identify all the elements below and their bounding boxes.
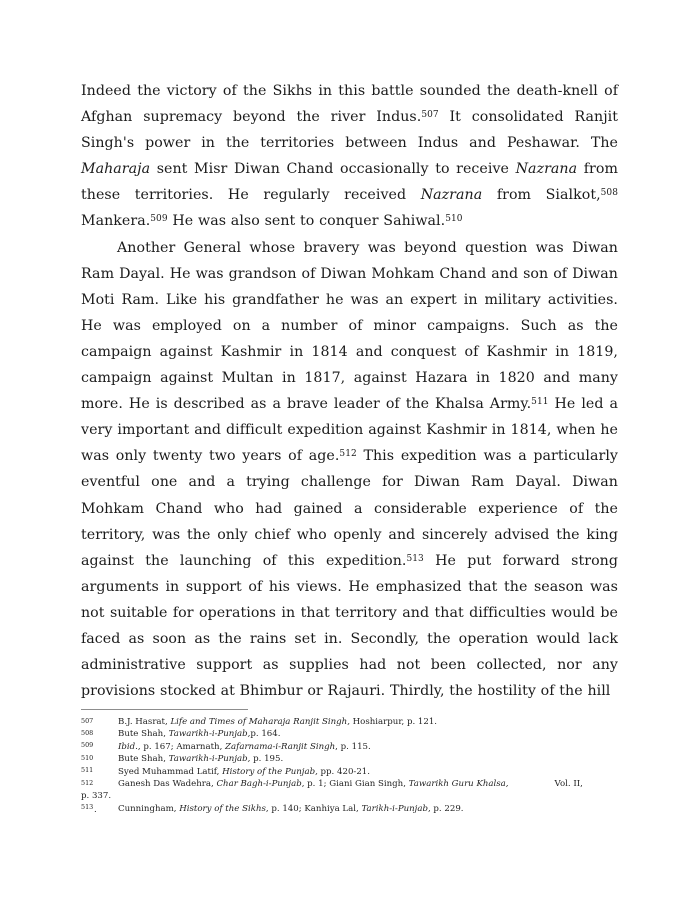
footnote-separator-rule [81,709,248,710]
footnote-510 [81,753,626,765]
footnote-text: Cunningham, History of the Sikhs, p. 140; Kanhiya Lal, Tarikh-i-Punjab, p. 229. [118,803,464,814]
footnote-reference[interactable]: 512 [339,449,357,460]
footnote-reference[interactable]: 509 [150,214,168,225]
body-text-block [81,78,618,704]
footnote-text: Ganesh Das Wadehra, Char Bagh-i-Punjab, p. 1; Giani Gian Singh, Tawarikh Guru Khalsa, Vol. II, [118,779,583,790]
footnote-511 [81,766,626,778]
italic-run: Maharaja [81,161,151,178]
italic-run: Tarikh-i-Punjab [361,803,428,814]
footnote-block [81,716,626,815]
italic-run: Nazrana [420,187,483,204]
footnote-text: B.J. Hasrat, Life and Times of Maharaja Ranjit Singh, Hoshiarpur, p. 121. [118,717,438,727]
footnote-508 [81,728,626,740]
footnote-number: 512 [81,778,94,787]
italic-run: History of the Punjab, [222,766,318,777]
footnote-512-continuation: p. 337. [81,791,112,802]
italic-run: Ibid. [118,741,138,752]
footnote-number: 509 [81,741,94,750]
footnote-509 [81,741,626,753]
italic-run: Tawarikh-i-Punjab, [168,754,251,765]
footnote-number: 513 [81,803,94,812]
footnote-number: 508 [81,728,94,737]
italic-run: Tawarikh Guru Khalsa, [408,779,509,790]
italic-run: Char Bagh-i-Punjab [216,779,302,790]
footnote-text: Bute Shah, Tawarikh-i-Punjab,p. 164. [118,729,281,740]
italic-run: History of the Sikhs [179,803,266,814]
footnote-507 [81,716,626,728]
footnote-reference[interactable]: 510 [445,214,463,225]
footnote-list [81,716,626,815]
footnote-number: 511 [81,766,94,775]
footnote-number: 507 [81,716,94,725]
footnote-reference[interactable]: 508 [600,188,618,199]
italic-run: Nazrana [515,161,578,178]
footnote-512 [81,778,626,790]
footnote-reference[interactable]: 511 [531,397,549,408]
body-paragraph-2: Another General whose bravery was beyond question was Diwan Ram Dayal. He was grandson of Diwan Mohkam Chand and son of Diwan Moti Ram. Like his grandfather he was an expert in military activities. He was employed on a number of minor campaigns. Such as the campaign against Kashmir in 1814 and conquest of Kashmir in 1819, campaign against Multan in 1817, against Hazara in 1820 and many more. He is described as a brave leader of the Khalsa Army.$^{511}$ He led a very important and difficult expedition against Kashmir in 1814, when he was only twenty two years of age.$^{512}$ This expedition was a particularly eventful one and a trying challenge for Diwan Ram Dayal. Diwan Mohkam Chand who had gained a considerable experience of the territory, was the only chief who openly and sincerely advised the king against the launching of this expedition.$^{513}$ He put forward strong arguments in support of his views. He emphasized that the season was not suitable for operations in that territory and that difficulties would be faced as soon as the rains set in. Secondly, the operation would lack administrative support as supplies had not been collected, nor any provisions stocked at Bhimbur or Rajauri. Thirdly, the hostility of the hill [81,239,618,700]
footnote-513 [81,803,626,815]
footnote-number-suffix: . [94,804,97,815]
footnote-number: 510 [81,753,94,762]
footnote-reference[interactable]: 507 [421,110,439,121]
italic-run: Tawarikh-i-Punjab, [168,729,251,740]
italic-run: Zafarnama-i-Ranjit Singh [225,741,336,752]
footnote-text: Syed Muhammad Latif, History of the Punjab, pp. 420-21. [118,766,370,777]
italic-run: Life and Times of Maharaja Ranjit Singh, [170,717,350,727]
footnote-text: Bute Shah, Tawarikh-i-Punjab, p. 195. [118,754,284,765]
body-paragraph-1: Indeed the victory of the Sikhs in this battle sounded the death-knell of Afghan supremacy beyond the river Indus.$^{507}$ It consolidated Ranjit Singh's power in the territories between Indus and Peshawar. The Maharaja sent Misr Diwan Chand occasionally to receive Nazrana from these territories. He regularly received Nazrana from Sialkot,$^{508}$ Mankera.$^{509}$ He was also sent to conquer Sahiwal.$^{510}$ [81,83,618,230]
paragraph-list [81,78,618,704]
footnote-reference[interactable]: 513 [406,553,424,564]
footnote-text: Ibid., p. 167; Amarnath, Zafarnama-i-Ranjit Singh, p. 115. [118,741,371,752]
